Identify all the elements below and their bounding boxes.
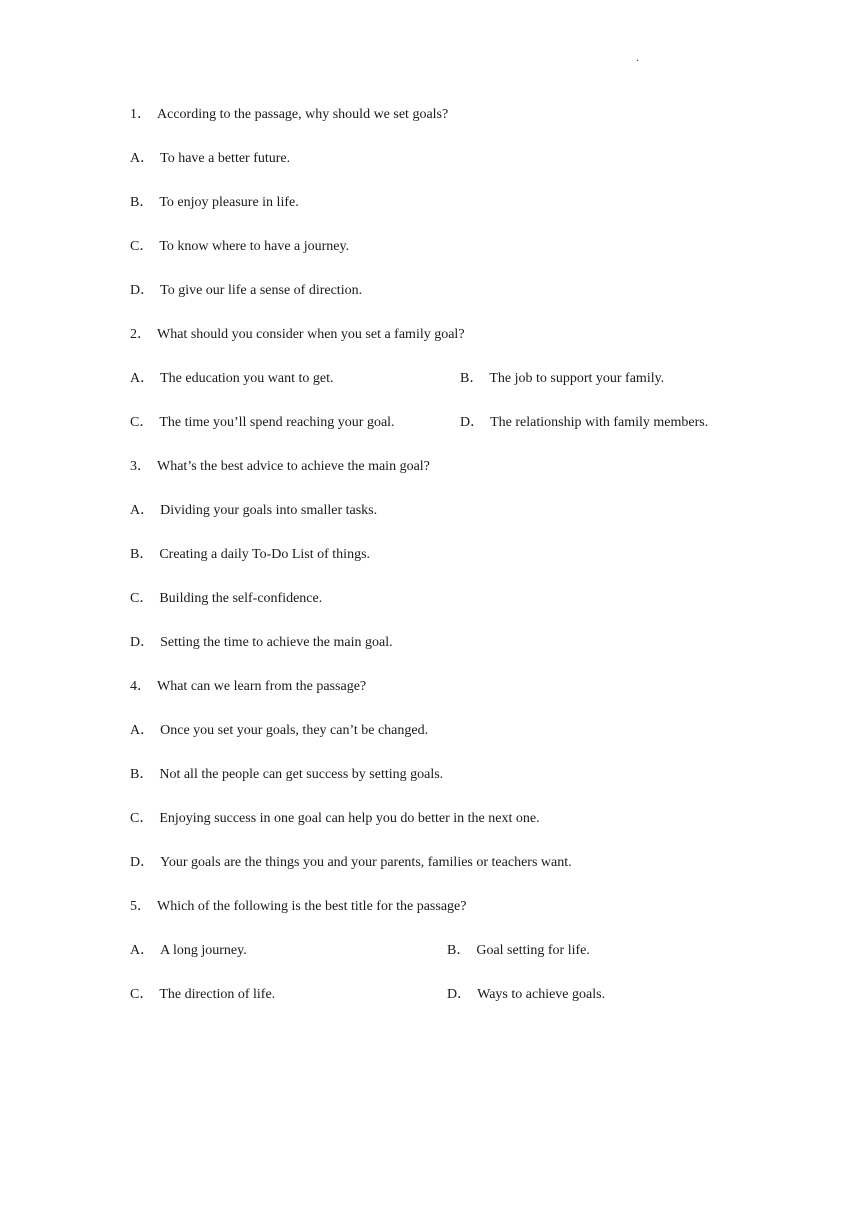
option-text: The relationship with family members. <box>490 415 709 430</box>
question-1 <box>130 106 448 124</box>
option-label: A． <box>130 503 155 518</box>
q1-option-b[interactable] <box>130 194 299 212</box>
question-number: 4． <box>130 679 151 694</box>
q4-option-c[interactable] <box>130 810 540 828</box>
question-number: 5． <box>130 899 151 914</box>
q5-option-b[interactable] <box>447 942 590 960</box>
q4-option-a[interactable] <box>130 722 428 740</box>
option-label: D． <box>130 855 155 870</box>
question-text: Which of the following is the best title for the passage? <box>157 899 467 914</box>
option-label: C． <box>130 811 154 826</box>
option-label: C． <box>130 239 154 254</box>
q1-option-d[interactable] <box>130 282 362 300</box>
q5-option-c[interactable] <box>130 986 275 1004</box>
option-text: Creating a daily To-Do List of things. <box>159 547 371 562</box>
option-label: A． <box>130 943 155 958</box>
question-3 <box>130 458 430 476</box>
option-label: C． <box>130 987 154 1002</box>
question-number: 2． <box>130 327 151 342</box>
q1-option-a[interactable] <box>130 150 290 168</box>
option-text: Once you set your goals, they can’t be changed. <box>160 723 429 738</box>
header-mark: · <box>636 56 640 67</box>
option-text: The time you’ll spend reaching your goal. <box>159 415 395 430</box>
q2-option-c[interactable] <box>130 414 395 432</box>
option-text: To give our life a sense of direction. <box>160 283 363 298</box>
question-number: 3． <box>130 459 151 474</box>
option-label: D． <box>130 635 155 650</box>
option-label: A． <box>130 371 155 386</box>
option-label: A． <box>130 723 155 738</box>
q5-option-a[interactable] <box>130 942 247 960</box>
q2-option-b[interactable] <box>460 370 664 388</box>
q3-option-a[interactable] <box>130 502 377 520</box>
q4-option-b[interactable] <box>130 766 443 784</box>
question-5 <box>130 898 466 916</box>
q1-option-c[interactable] <box>130 238 349 256</box>
option-text: The job to support your family. <box>489 371 665 386</box>
option-label: D． <box>130 283 155 298</box>
option-text: Ways to achieve goals. <box>477 987 606 1002</box>
option-text: Not all the people can get success by setting goals. <box>159 767 444 782</box>
option-text: The direction of life. <box>159 987 276 1002</box>
q2-option-d[interactable] <box>460 414 708 432</box>
option-label: D． <box>460 415 485 430</box>
option-text: To have a better future. <box>160 151 291 166</box>
q3-option-c[interactable] <box>130 590 322 608</box>
option-label: B． <box>130 195 154 210</box>
question-text: What should you consider when you set a family goal? <box>157 327 465 342</box>
q4-option-d[interactable] <box>130 854 572 872</box>
q5-option-d[interactable] <box>447 986 605 1004</box>
option-label: D． <box>447 987 472 1002</box>
option-label: A． <box>130 151 155 166</box>
option-label: C． <box>130 415 154 430</box>
question-text: According to the passage, why should we set goals? <box>157 107 449 122</box>
option-text: Building the self-confidence. <box>159 591 323 606</box>
option-label: B． <box>460 371 484 386</box>
option-text: To enjoy pleasure in life. <box>159 195 299 210</box>
option-label: B． <box>447 943 471 958</box>
question-number: 1． <box>130 107 151 122</box>
q3-option-d[interactable] <box>130 634 393 652</box>
q2-option-a[interactable] <box>130 370 334 388</box>
question-text: What can we learn from the passage? <box>157 679 367 694</box>
option-text: A long journey. <box>160 943 247 958</box>
question-4 <box>130 678 366 696</box>
question-2 <box>130 326 465 344</box>
option-text: Enjoying success in one goal can help you do better in the next one. <box>159 811 540 826</box>
option-text: Dividing your goals into smaller tasks. <box>160 503 378 518</box>
option-label: B． <box>130 547 154 562</box>
option-label: C． <box>130 591 154 606</box>
option-text: The education you want to get. <box>160 371 334 386</box>
q3-option-b[interactable] <box>130 546 370 564</box>
option-text: Setting the time to achieve the main goal. <box>160 635 393 650</box>
question-text: What’s the best advice to achieve the main goal? <box>157 459 430 474</box>
option-text: Goal setting for life. <box>476 943 590 958</box>
option-text: Your goals are the things you and your parents, families or teachers want. <box>160 855 572 870</box>
option-label: B． <box>130 767 154 782</box>
option-text: To know where to have a journey. <box>159 239 350 254</box>
